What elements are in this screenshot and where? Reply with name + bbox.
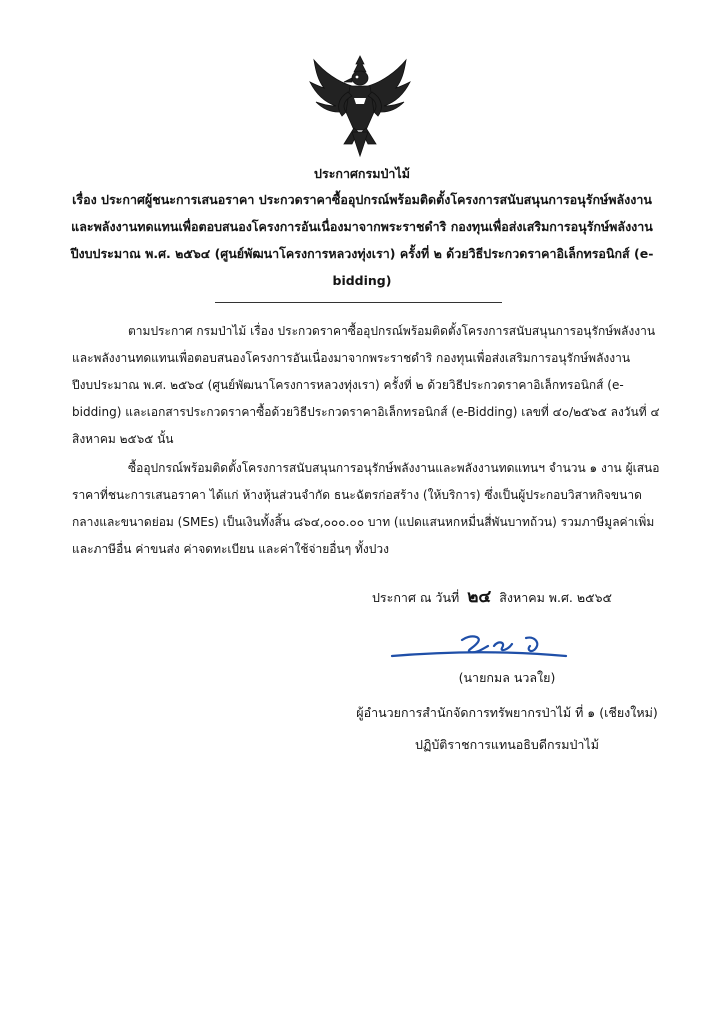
date-month-year: สิงหาคม พ.ศ. ๒๕๖๕: [499, 590, 612, 605]
date-prefix: ประกาศ ณ วันที่: [372, 590, 460, 605]
body-paragraph-reference: [72, 318, 662, 453]
signatory-position: ผู้อำนวยการสำนักจัดการทรัพยากรป่าไม้ ที่ ๑ (เชียงใหม่): [356, 705, 658, 720]
paragraph-text: ตามประกาศ กรมป่าไม้ เรื่อง ประกวดราคาซื้ออุปกรณ์พร้อมติดตั้งโครงการสนับสนุนการอนุรักษ์พลังงานและพลังงานทดแทนเพื่อตอบสนองโครงการอันเนื่องมาจากพระราชดำริ กองทุนเพื่อส่งเสริมการอนุรักษ์พลังงาน ปีงบประมาณ พ.ศ. ๒๕๖๔ (ศูนย์พัฒนาโครงการหลวงทุ่งเรา) ครั้งที่ ๒ ด้วยวิธีประกวดราคาอิเล็กทรอนิกส์ (e-bidding) และเอกสารประกวดราคาซื้อด้วยวิธีประกวดราคาอิเล็กทรอนิกส์ (e-Bidding) เลขที่ ๔๐/๒๕๖๕ ลงวันที่ ๔ สิงหาคม ๒๕๖๕ นั้น: [72, 324, 660, 446]
divider-line: [215, 302, 502, 303]
subject-line: bidding): [332, 273, 392, 288]
subject-heading: [48, 186, 676, 294]
date-day: ๒๔: [467, 587, 492, 607]
handwritten-signature: [390, 628, 570, 668]
subject-line: เรื่อง ประกาศผู้ชนะการเสนอราคา ประกวดราคาซื้ออุปกรณ์พร้อมติดตั้งโครงการสนับสนุนการอนุรักษ์พลังงาน: [72, 192, 652, 207]
subject-line: ปีงบประมาณ พ.ศ. ๒๕๖๔ (ศูนย์พัฒนาโครงการหลวงทุ่งเรา) ครั้งที่ ๒ ด้วยวิธีประกวดราคาอิเล็กทรอนิกส์ (e-: [70, 246, 654, 261]
garuda-emblem-icon: [308, 52, 412, 158]
signatory-acting-for: ปฏิบัติราชการแทนอธิบดีกรมป่าไม้: [415, 737, 599, 752]
paragraph-text: ซื้ออุปกรณ์พร้อมติดตั้งโครงการสนับสนุนการอนุรักษ์พลังงานและพลังงานทดแทนฯ จำนวน ๑ งาน ผู้เสนอราคาที่ชนะการเสนอราคา ได้แก่ ห้างหุ้นส่วนจำกัด ธนะฉัตรก่อสร้าง (ให้บริการ) ซึ่งเป็นผู้ประกอบวิสาหกิจขนาดกลางและขนาดย่อม (SMEs) เป็นเงินทั้งสิ้น ๘๖๔,๐๐๐.๐๐ บาท (แปดแสนหกหมื่นสี่พันบาทถ้วน) รวมภาษีมูลค่าเพิ่มและภาษีอื่น ค่าขนส่ง ค่าจดทะเบียน และค่าใช้จ่ายอื่นๆ ทั้งปวง: [72, 461, 660, 556]
signatory-name: (นายกมล นวลใย): [458, 670, 556, 685]
body-paragraph-award: [72, 455, 662, 563]
announcement-title: ประกาศกรมป่าไม้: [314, 166, 410, 181]
subject-line: และพลังงานทดแทนเพื่อตอบสนองโครงการอันเนื่องมาจากพระราชดำริ กองทุนเพื่อส่งเสริมการอนุรักษ์พลังงาน: [71, 219, 653, 234]
announcement-date: [372, 586, 612, 609]
